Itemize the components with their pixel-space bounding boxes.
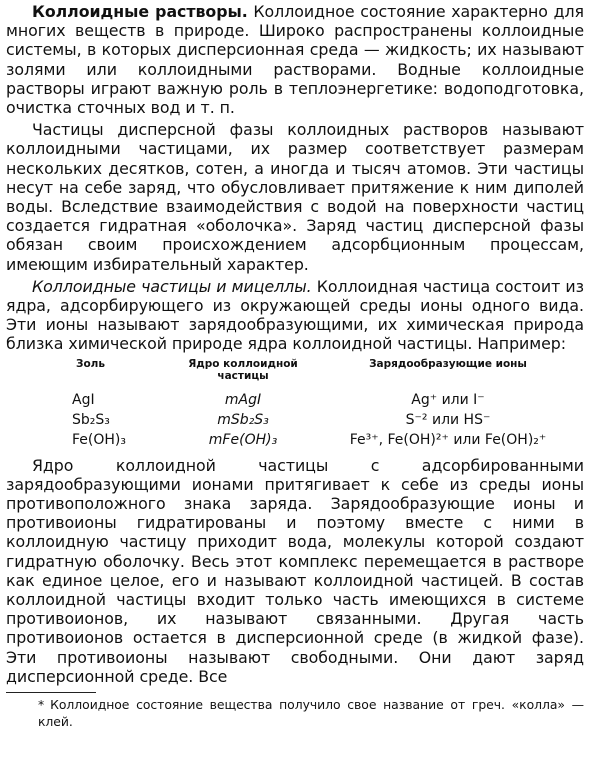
section-title-colloid-particles: Коллоидные частицы и мицеллы. <box>32 276 312 296</box>
paragraph-colloid-particles <box>6 277 584 354</box>
section-title-colloid-solutions: Коллоидные растворы. <box>32 2 248 21</box>
table-header-row <box>18 358 578 390</box>
table-row <box>18 390 578 410</box>
header-sol: Золь <box>76 357 106 370</box>
paragraph-dispersed-particles: Частицы дисперсной фазы коллоидных растворов называют коллоидными частицами, их размер соответствует размерам нескольких десятков, сотен, а иногда и тысяч атомов. Эти частицы несут на себе заряд, что обусловливает притяжение к ним диполей воды. Вследствие взаимодействия с водой на поверхности частиц создается гидратная «оболочка». Заряд частиц дисперсной фазы обязан своим происхождением адсорбционным процессам, имеющим избирательный характер. <box>6 120 584 274</box>
page <box>6 0 584 730</box>
cell-ions: S⁻² или HS⁻ <box>405 411 491 428</box>
footnote-text: Коллоидное состояние вещества получило свое название от греч. «колла» — клей. <box>38 697 584 730</box>
paragraph-colloid-core: Ядро коллоидной частицы с адсорбированными зарядообразующими ионами притягивает к себе из среды ионы противоположного знака заряда. Зарядообразующие ионы и противоионы гидратированы и поэтому вместе с ними в коллоидную частицу приходит вода, молекулы которой создают гидратную оболочку. Весь этот комплекс перемещается в растворе как единое целое, его и называют коллоидной частицей. В состав коллоидной частицы входит только часть имеющихся в системе противоионов, их называют связанными. Другая часть противоионов остается в дисперсионной среде (в жидкой фазе). Эти противоионы называют свободными. Они дают заряд дисперсионной среде. Все <box>6 455 584 686</box>
cell-ions: Ag⁺ или I⁻ <box>411 391 485 408</box>
cell-ions: Fe³⁺, Fe(OH)²⁺ или Fe(OH)₂⁺ <box>349 431 547 448</box>
header-core: Ядро коллоидной частицы <box>188 357 298 382</box>
footnote-divider <box>6 692 96 693</box>
table-row <box>18 410 578 430</box>
footnote-mark: * <box>38 697 45 713</box>
cell-sol: Fe(OH)₃ <box>72 431 126 448</box>
cell-core: mAgI <box>224 391 262 408</box>
charge-forming-ions-table <box>18 358 578 450</box>
footnote <box>6 696 584 730</box>
paragraph-colloid-solutions <box>6 2 584 117</box>
cell-sol: AgI <box>72 391 95 408</box>
table-row <box>18 430 578 450</box>
paragraph-text: Коллоидная частица состоит из ядра, адсорбирующего из окружающей среды ионы одного вида. Эти ионы называют зарядообразующими, их химическая природа близка химической природе ядра коллоидной частицы. Например: <box>6 276 584 354</box>
header-ions: Зарядообразующие ионы <box>369 357 527 370</box>
paragraph-text: Коллоидное состояние характерно для многих веществ в природе. Широко распространены коллоидные системы, в которых дисперсионная среда — жидкость; их называют золями или коллоидными растворами. Водные коллоидные растворы играют важную роль в теплоэнергетике: водоподготовка, очистка сточных вод и т. п. <box>6 2 584 118</box>
cell-core: mSb₂S₃ <box>217 411 269 428</box>
cell-core: mFe(OH)₃ <box>208 431 278 448</box>
cell-sol: Sb₂S₃ <box>72 411 110 428</box>
